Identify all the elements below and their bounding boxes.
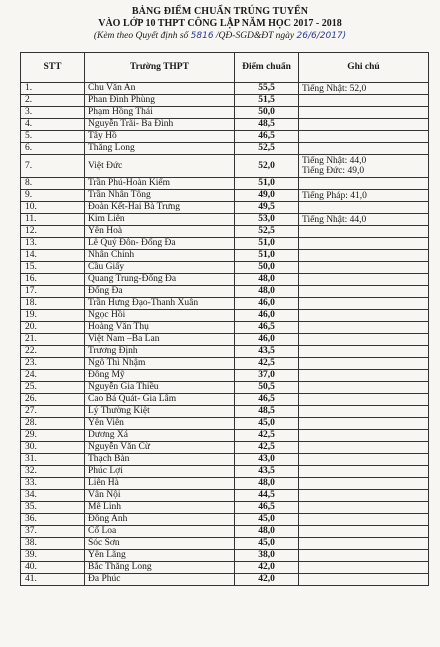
cell-stt: 7. (21, 155, 85, 178)
cell-stt: 10. (21, 202, 85, 214)
cell-score: 42,0 (235, 574, 299, 586)
cell-stt: 16. (21, 274, 85, 286)
cell-school: Phan Đình Phùng (85, 95, 235, 107)
cell-score: 50,0 (235, 262, 299, 274)
cell-school: Trần Hưng Đạo-Thanh Xuân (85, 298, 235, 310)
cell-score: 52,5 (235, 143, 299, 155)
cell-note (299, 107, 429, 119)
cell-school: Hoàng Văn Thụ (85, 322, 235, 334)
table-row (21, 250, 429, 262)
decision-prefix: (Kèm theo Quyết định số (93, 31, 189, 41)
cell-note (299, 346, 429, 358)
document-title: BẢNG ĐIỂM CHUẨN TRÚNG TUYỂN (131, 6, 309, 17)
table-row (21, 238, 429, 250)
cell-stt: 3. (21, 107, 85, 119)
cell-school: Trương Định (85, 346, 235, 358)
table-row (21, 143, 429, 155)
cell-note (299, 574, 429, 586)
cell-school: Việt Nam –Ba Lan (85, 334, 235, 346)
cell-note (299, 310, 429, 322)
table-row (21, 370, 429, 382)
cell-score: 50,5 (235, 382, 299, 394)
table-row (21, 526, 429, 538)
cell-school: Ngô Thì Nhậm (85, 358, 235, 370)
cell-score: 44,5 (235, 490, 299, 502)
cell-note (299, 406, 429, 418)
document-subtitle: VÀO LỚP 10 THPT CÔNG LẬP NĂM HỌC 2017 - 2018 (98, 18, 342, 29)
cell-school: Đông Mỹ (85, 370, 235, 382)
cell-school: Nguyễn Gia Thiều (85, 382, 235, 394)
cell-note (299, 466, 429, 478)
cell-score: 48,0 (235, 286, 299, 298)
cell-school: Bắc Thăng Long (85, 562, 235, 574)
cell-note (299, 286, 429, 298)
cell-score: 53,0 (235, 214, 299, 226)
cell-stt: 36. (21, 514, 85, 526)
cell-score: 51,0 (235, 250, 299, 262)
cell-score: 46,0 (235, 298, 299, 310)
table-row (21, 478, 429, 490)
cell-stt: 1. (21, 83, 85, 95)
cell-note (299, 262, 429, 274)
table-row (21, 95, 429, 107)
cell-score: 43,5 (235, 346, 299, 358)
cell-school: Yên Lãng (85, 550, 235, 562)
cell-score: 45,0 (235, 514, 299, 526)
document-header (0, 0, 440, 42)
cell-stt: 29. (21, 430, 85, 442)
cell-score: 42,5 (235, 358, 299, 370)
cell-score: 45,0 (235, 418, 299, 430)
cell-stt: 21. (21, 334, 85, 346)
cell-school: Chu Văn An (85, 83, 235, 95)
cell-school: Đông Anh (85, 514, 235, 526)
cell-score: 42,0 (235, 562, 299, 574)
cell-stt: 24. (21, 370, 85, 382)
cell-school: Đa Phúc (85, 574, 235, 586)
cell-school: Nhân Chính (85, 250, 235, 262)
cell-stt: 17. (21, 286, 85, 298)
cell-score: 46,5 (235, 131, 299, 143)
cell-school: Cầu Giấy (85, 262, 235, 274)
cell-stt: 22. (21, 346, 85, 358)
cell-school: Kim Liên (85, 214, 235, 226)
note-line: Tiếng Đức: 49,0 (302, 166, 365, 176)
table-row (21, 214, 429, 226)
table-row (21, 382, 429, 394)
cell-school: Yên Hoà (85, 226, 235, 238)
cell-school: Thăng Long (85, 143, 235, 155)
table-row (21, 178, 429, 190)
cell-note (299, 298, 429, 310)
cell-note (299, 322, 429, 334)
cell-school: Đống Đa (85, 286, 235, 298)
cell-stt: 35. (21, 502, 85, 514)
cell-school: Quang Trung-Đống Đa (85, 274, 235, 286)
column-header-stt: STT (21, 53, 85, 83)
cell-note (299, 502, 429, 514)
cell-note (299, 514, 429, 526)
cell-stt: 34. (21, 490, 85, 502)
cell-score: 52,5 (235, 226, 299, 238)
cell-note (299, 394, 429, 406)
cell-stt: 20. (21, 322, 85, 334)
note-line: Tiếng Nhật: 52,0 (302, 83, 367, 94)
cell-note (299, 143, 429, 155)
cell-note (299, 418, 429, 430)
table-body (21, 83, 429, 586)
cell-school: Mê Linh (85, 502, 235, 514)
cell-score: 48,0 (235, 526, 299, 538)
cell-note (299, 95, 429, 107)
cell-stt: 28. (21, 418, 85, 430)
table-row (21, 262, 429, 274)
cell-note (299, 202, 429, 214)
cell-school: Dương Xá (85, 430, 235, 442)
table-row (21, 538, 429, 550)
cell-score: 46,0 (235, 310, 299, 322)
cell-note (299, 370, 429, 382)
cell-stt: 39. (21, 550, 85, 562)
cell-note (299, 550, 429, 562)
cell-note (299, 155, 429, 178)
cell-school: Tây Hồ (85, 131, 235, 143)
cell-school: Thạch Bàn (85, 454, 235, 466)
table-row (21, 334, 429, 346)
table-row (21, 190, 429, 202)
table-row (21, 286, 429, 298)
cell-stt: 23. (21, 358, 85, 370)
cell-stt: 2. (21, 95, 85, 107)
cell-school: Nguyễn Trãi- Ba Đình (85, 119, 235, 131)
cell-school: Nguyễn Văn Cừ (85, 442, 235, 454)
table-row (21, 550, 429, 562)
table-row (21, 418, 429, 430)
cell-score: 48,0 (235, 274, 299, 286)
cell-note (299, 490, 429, 502)
cell-school: Lê Quý Đôn- Đống Đa (85, 238, 235, 250)
table-row (21, 107, 429, 119)
cell-school: Yên Viên (85, 418, 235, 430)
cell-score: 46,0 (235, 334, 299, 346)
cell-school: Việt Đức (85, 155, 235, 178)
cell-note (299, 334, 429, 346)
table-row (21, 406, 429, 418)
cell-stt: 18. (21, 298, 85, 310)
cell-stt: 41. (21, 574, 85, 586)
cell-school: Đoàn Kết-Hai Bà Trưng (85, 202, 235, 214)
cell-stt: 19. (21, 310, 85, 322)
cell-note (299, 131, 429, 143)
table-header-row (21, 53, 429, 83)
cell-stt: 15. (21, 262, 85, 274)
cell-stt: 30. (21, 442, 85, 454)
cell-stt: 13. (21, 238, 85, 250)
table-row (21, 574, 429, 586)
column-header-school: Trường THPT (85, 53, 235, 83)
cell-school: Cao Bá Quát- Gia Lâm (85, 394, 235, 406)
cell-score: 38,0 (235, 550, 299, 562)
cell-school: Liên Hà (85, 478, 235, 490)
cell-stt: 9. (21, 190, 85, 202)
cell-school: Vân Nội (85, 490, 235, 502)
cell-stt: 4. (21, 119, 85, 131)
cell-score: 46,5 (235, 502, 299, 514)
table-row (21, 430, 429, 442)
table-row (21, 502, 429, 514)
cell-note (299, 526, 429, 538)
cell-note (299, 226, 429, 238)
table-row (21, 298, 429, 310)
cell-stt: 38. (21, 538, 85, 550)
cell-stt: 31. (21, 454, 85, 466)
cell-note (299, 478, 429, 490)
table-row (21, 274, 429, 286)
cell-note (299, 119, 429, 131)
table-row (21, 358, 429, 370)
cell-stt: 27. (21, 406, 85, 418)
cell-stt: 33. (21, 478, 85, 490)
table-row (21, 442, 429, 454)
cell-score: 48,5 (235, 406, 299, 418)
decision-number: 5816 (190, 31, 214, 41)
cell-stt: 12. (21, 226, 85, 238)
table-row (21, 346, 429, 358)
cell-note (299, 274, 429, 286)
cell-note (299, 83, 429, 95)
cell-note (299, 430, 429, 442)
cell-school: Lý Thường Kiệt (85, 406, 235, 418)
table-row (21, 454, 429, 466)
cell-stt: 26. (21, 394, 85, 406)
table-row (21, 83, 429, 95)
cell-stt: 25. (21, 382, 85, 394)
cell-note (299, 562, 429, 574)
note-line: Tiếng Pháp: 41,0 (302, 190, 367, 201)
cell-note (299, 190, 429, 202)
cell-note (299, 382, 429, 394)
cell-score: 51,5 (235, 95, 299, 107)
cell-note (299, 238, 429, 250)
table-row (21, 394, 429, 406)
cell-school: Trần Nhân Tông (85, 190, 235, 202)
table-row (21, 202, 429, 214)
cell-note (299, 178, 429, 190)
note-line: Tiếng Nhật: 44,0 (302, 156, 367, 166)
cell-stt: 40. (21, 562, 85, 574)
cell-score: 46,5 (235, 394, 299, 406)
cell-score: 48,0 (235, 478, 299, 490)
cell-score: 52,0 (235, 155, 299, 178)
table-row (21, 490, 429, 502)
cell-score: 46,5 (235, 322, 299, 334)
decision-reference (0, 30, 440, 42)
cell-stt: 14. (21, 250, 85, 262)
table-row (21, 466, 429, 478)
cell-note (299, 358, 429, 370)
cell-stt: 8. (21, 178, 85, 190)
cell-note (299, 250, 429, 262)
cell-score: 42,5 (235, 430, 299, 442)
cell-score: 43,5 (235, 466, 299, 478)
cell-score: 50,0 (235, 107, 299, 119)
cell-note (299, 454, 429, 466)
cell-note (299, 214, 429, 226)
column-header-score: Điểm chuẩn (235, 53, 299, 83)
score-table (20, 52, 429, 586)
cell-score: 51,0 (235, 238, 299, 250)
cell-stt: 32. (21, 466, 85, 478)
cell-score: 49,5 (235, 202, 299, 214)
table-row (21, 119, 429, 131)
decision-date: 26/6/2017) (296, 31, 347, 41)
cell-note (299, 538, 429, 550)
cell-stt: 11. (21, 214, 85, 226)
cell-school: Phạm Hồng Thái (85, 107, 235, 119)
cell-score: 42,5 (235, 442, 299, 454)
table-row (21, 514, 429, 526)
decision-middle: /QĐ-SGD&ĐT ngày (215, 31, 295, 41)
table-row (21, 562, 429, 574)
cell-score: 49,0 (235, 190, 299, 202)
cell-school: Cổ Loa (85, 526, 235, 538)
cell-stt: 5. (21, 131, 85, 143)
table-row (21, 131, 429, 143)
cell-stt: 37. (21, 526, 85, 538)
cell-score: 45,0 (235, 538, 299, 550)
cell-school: Ngọc Hồi (85, 310, 235, 322)
column-header-note: Ghi chú (299, 53, 429, 83)
cell-score: 48,5 (235, 119, 299, 131)
cell-school: Sóc Sơn (85, 538, 235, 550)
cell-note (299, 442, 429, 454)
table-row (21, 155, 429, 178)
cell-score: 43,0 (235, 454, 299, 466)
cell-school: Phúc Lợi (85, 466, 235, 478)
table-row (21, 310, 429, 322)
table-row (21, 322, 429, 334)
cell-score: 55,5 (235, 83, 299, 95)
cell-score: 37,0 (235, 370, 299, 382)
cell-score: 51,0 (235, 178, 299, 190)
cell-school: Trần Phú-Hoàn Kiếm (85, 178, 235, 190)
cell-stt: 6. (21, 143, 85, 155)
note-line: Tiếng Nhật: 44,0 (302, 214, 367, 225)
table-row (21, 226, 429, 238)
